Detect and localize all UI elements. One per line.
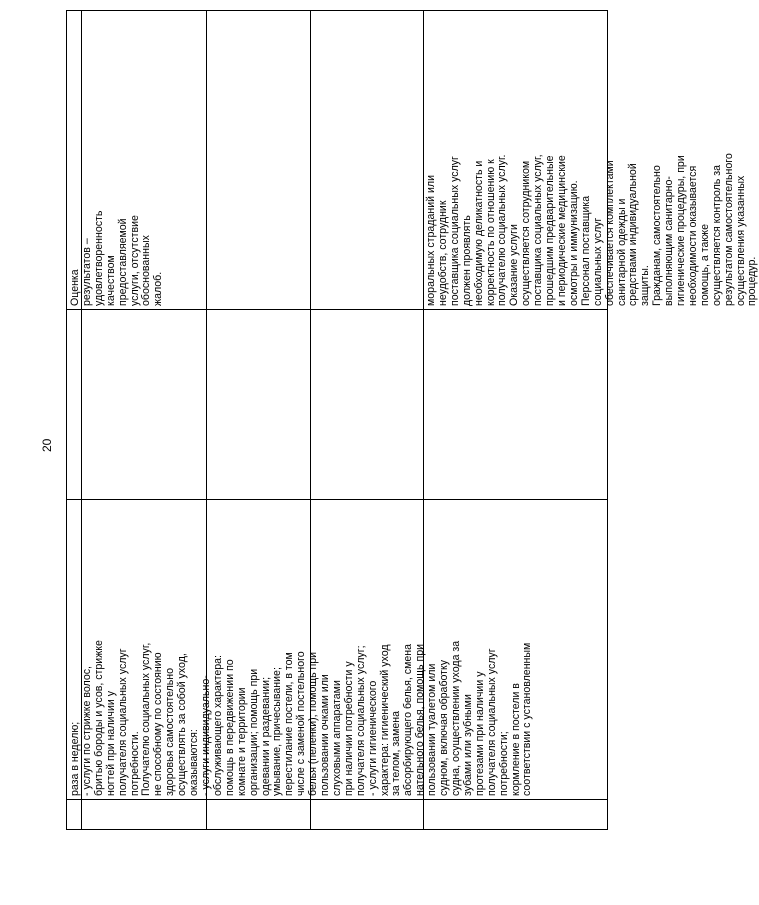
text-line: должен проявлять [460,215,473,306]
text-line: получателю социальных услуг. [496,154,509,306]
text-line: за телом, замена [390,711,403,796]
text-line: необходимую деликатность и [472,160,485,306]
text-line: прошедшим предварительные [544,155,557,306]
text-line: судном, включая обработку [438,659,451,796]
rotated-table [66,10,759,830]
text-line: услуги, отсутствие [128,215,141,306]
text-line: слуховыми аппаратами [330,680,343,796]
text-line: зубами или зубными [461,694,474,796]
text-line: процедур. [746,256,759,306]
text-line: пользовании туалетом или [426,663,439,796]
text-line: потребности; [497,731,510,796]
text-line: средствами индивидуальной [627,163,640,306]
text-line: перестилание постели, в том [283,652,296,796]
text-line: социальных услуг [591,217,604,306]
text-line: осмотры и иммунизацию. [567,180,580,306]
text-line: - услуги гигиенического [366,680,379,796]
text-line: выполняющим санитарно- [663,176,676,306]
text-line: при наличии потребности у [342,661,355,796]
text-line: результатов – [80,238,93,306]
text-line: корректность по отношению к [484,159,497,306]
text-line: получателя социальных услуг [485,648,498,796]
text-line: поставщика социальных услуг [448,156,461,306]
text-line: нательного белья, помощь при [414,643,427,796]
service-description-cell [70,640,534,796]
text-line: Гражданам, самостоятельно [651,165,664,306]
text-line: получателя социальных услуг [116,648,129,796]
text-line: одевании и раздевании; [259,676,272,796]
text-line: бритью бороды и усов, стрижке [92,640,105,796]
text-line: помощь в передвижении по [223,659,236,796]
text-line: осуществлять за собой уход, [176,653,189,796]
text-line: кормление в постели в [509,683,522,796]
text-line: организации; помощь при [247,668,260,796]
text-line: обслуживающего характера: [211,655,224,796]
text-line: Персонал поставщика [579,195,592,306]
text-line: удовлетворенность [92,210,105,306]
text-line: жалоб. [152,271,165,306]
text-line: поставщика социальных услуг, [532,154,545,306]
text-line: абсорбирующего белья, смена [402,643,415,796]
text-line: моральных страданий или [425,174,437,306]
column-divider-2 [66,499,608,500]
text-line: протезами при наличии у [473,671,486,796]
text-line: потребности. [128,731,141,796]
column-divider-1 [66,799,608,800]
text-line: Получателю социальных услуг, [140,642,153,796]
text-line: соответствии с установленным [521,642,534,796]
conditions-cell [426,153,759,306]
text-line: характера: гигиенический уход [378,644,391,796]
text-line: Оценка [69,269,81,306]
evaluation-cell [70,211,165,306]
text-line: обоснованных [140,235,153,306]
text-line: и периодические медицинские [555,155,568,306]
text-line: комнате и территории [235,687,248,796]
text-line: числе с заменой постельного [295,651,308,796]
text-line: не способному по состоянию [152,652,165,796]
text-line: раза в неделю; [69,721,81,796]
text-line: судна, осуществлении ухода за [450,640,462,796]
text-line: - услуги по стрижке волос, [80,666,93,796]
text-line: результатом самостоятельного [722,153,735,306]
text-line: пользовании очками или [319,674,332,796]
text-line: умывание, причесывание; [271,667,284,796]
text-line: защиты. [639,265,652,306]
text-line: качеством [104,255,117,306]
text-line: помощь, а также [698,224,711,306]
text-line: гигиенические процедуры, при [675,155,688,306]
text-line: осуществляется контроль за [710,165,723,306]
text-line: - услуги индивидуально- [199,675,212,796]
column-divider-3 [66,309,608,310]
page-number: 20 [40,438,54,452]
text-line: ногтей при наличии у [104,690,117,796]
text-line: белья (пеленки); помощь при [307,651,320,796]
text-line: неудобств, сотрудник [436,200,449,306]
text-line: оказываются: [188,729,201,796]
text-line: здоровья самостоятельно [164,667,177,796]
text-line: обеспечивается комплектами [603,160,616,306]
text-line: осуществляется сотрудником [520,160,533,306]
text-line: санитарной одежды и [615,198,628,306]
text-line: осуществления указанных [734,175,747,306]
text-line: необходимости оказывается [686,165,699,306]
text-line: предоставляемой [116,218,129,306]
text-line: получателя социальных услуг; [354,645,367,796]
text-line: Оказание услуги [508,224,521,306]
